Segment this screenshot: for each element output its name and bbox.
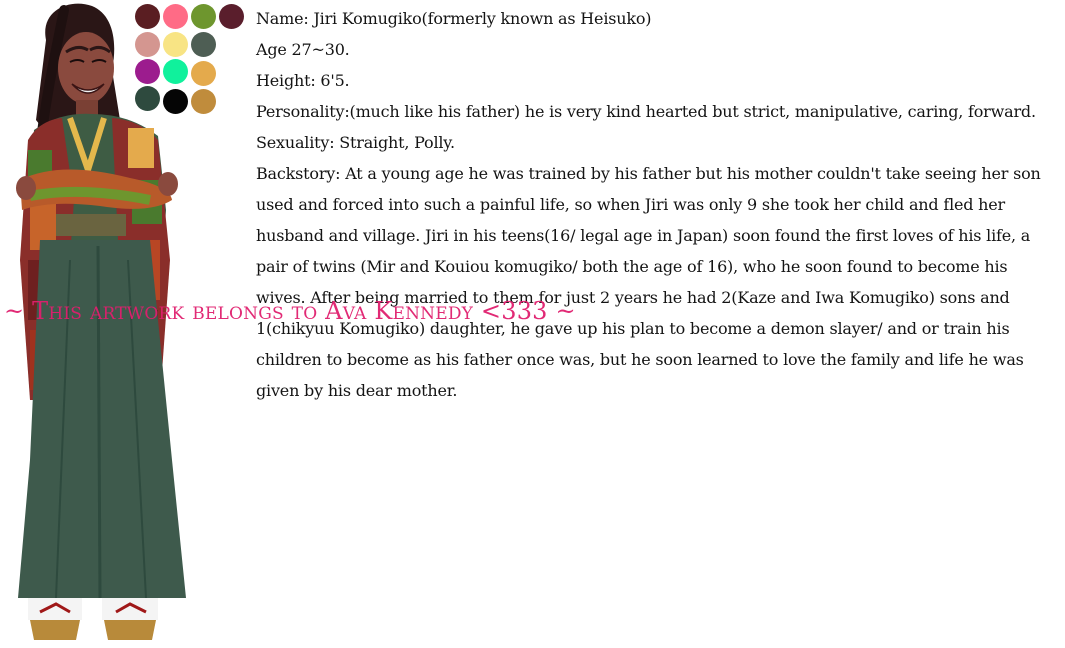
height-line: Height: 6'5. xyxy=(256,71,350,90)
backstory-paragraph: Backstory: At a young age he was trained by his father but his mother couldn't take seeing her son used and forced into such a painful life, so when Jiri was only 9 she took her child and fled her husband and village. Jiri in his teens(16/ legal age in Japan) soon found the first loves of his life, a pair of twins (Mir and Kouiou komugiko/ both the age of 16), who he soon found to become his wives. After being married to them for just 2 years he had 2(Kaze and Iwa Komugiko) sons and 1(chikyuu Komugiko) daughter, he gave up his plan to become a demon slayer/ and or train his children to become as his father once was, but he soon learned to love the family and life he was given by his dear mother. xyxy=(256,164,1041,400)
age-line: Age 27~30. xyxy=(256,40,350,59)
color-palette xyxy=(131,2,249,114)
color-swatch xyxy=(163,32,188,57)
personality-line: Personality:(much like his father) he is very kind hearted but strict, manipulative, caring, forward. xyxy=(256,102,1036,121)
color-swatch xyxy=(135,59,160,84)
color-swatch xyxy=(163,4,188,29)
color-swatch xyxy=(135,4,160,29)
color-swatch xyxy=(163,89,188,114)
color-swatch xyxy=(163,59,188,84)
color-swatch xyxy=(191,4,216,29)
color-swatch xyxy=(135,86,160,111)
sexuality-line: Sexuality: Straight, Polly. xyxy=(256,133,455,152)
color-swatch xyxy=(191,89,216,114)
color-swatch xyxy=(191,32,216,57)
color-swatch xyxy=(219,4,244,29)
character-info xyxy=(256,3,1061,406)
name-line: Name: Jiri Komugiko(formerly known as Heisuko) xyxy=(256,9,652,28)
color-swatch xyxy=(191,61,216,86)
artwork-watermark: ~ This artwork belongs to Ava Kennedy <333 ~ xyxy=(4,297,576,325)
color-swatch xyxy=(135,32,160,57)
